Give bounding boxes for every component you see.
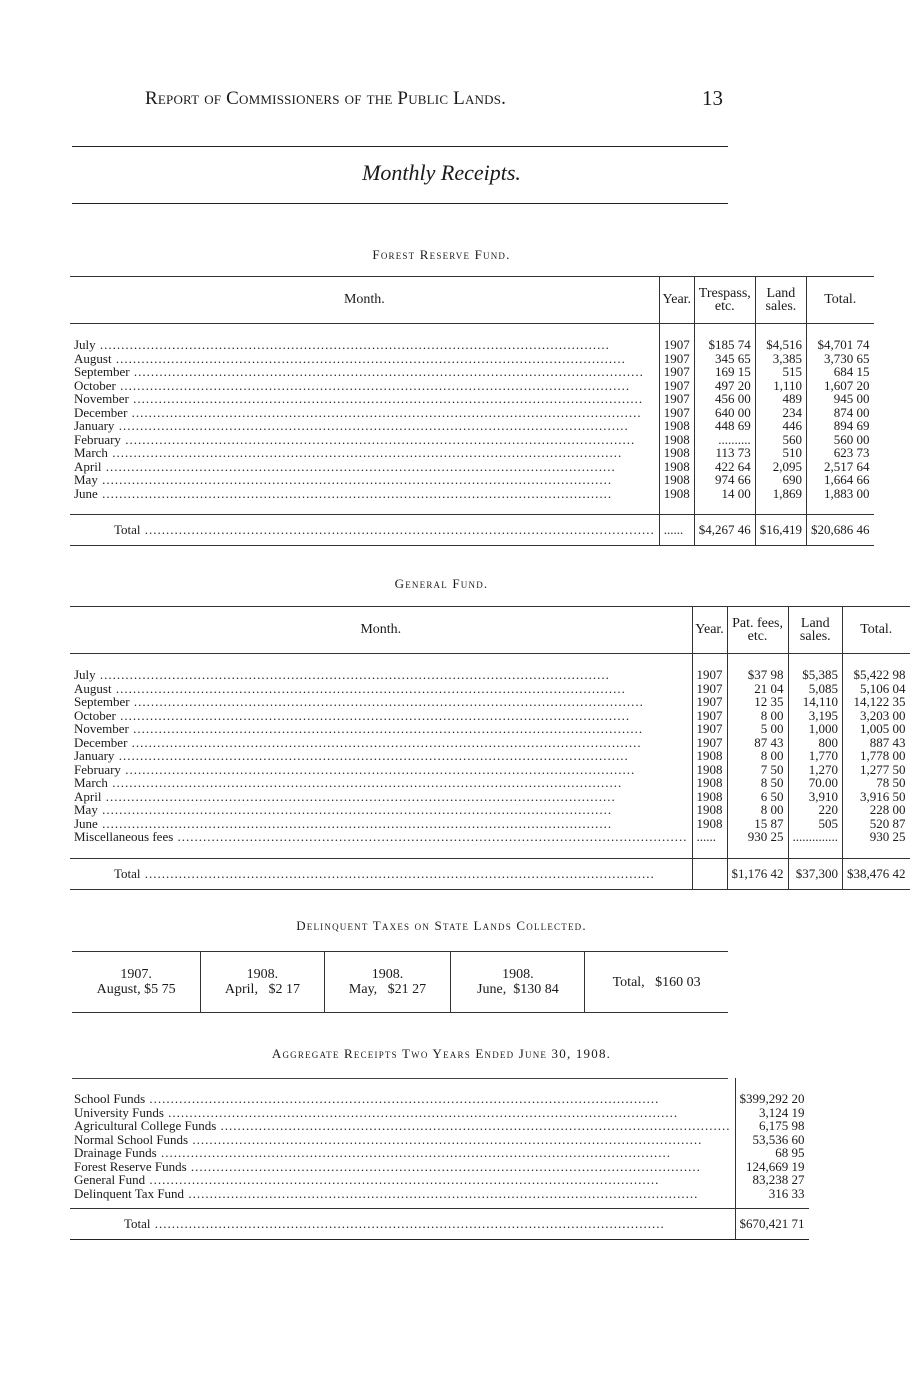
land-sales-cell: 14,110 <box>788 695 843 709</box>
general-fund-table <box>70 606 910 890</box>
spacer-row <box>70 654 910 669</box>
total-cell: 228 00 <box>843 803 910 817</box>
total-cell: 5,106 04 <box>843 682 910 696</box>
table-row <box>70 365 874 379</box>
year-cell: 1908 <box>692 763 727 777</box>
month-cell: May ..... <box>70 803 692 817</box>
total-row <box>70 858 910 889</box>
delinquent-cell <box>324 952 451 1013</box>
amount-cell: 640 00 <box>694 406 755 420</box>
month-cell: February ..... <box>70 433 659 447</box>
spacer-row <box>70 1078 809 1092</box>
spacer-cell <box>843 844 910 859</box>
table-row <box>70 473 874 487</box>
month-cell: January ..... <box>70 419 659 433</box>
total-cell: 3,203 00 <box>843 709 910 723</box>
land-sales-cell: 3,910 <box>788 790 843 804</box>
page-number: 13 <box>702 86 723 110</box>
total-cell: 78 50 <box>843 776 910 790</box>
delinquent-year: 1907. <box>120 967 152 982</box>
table-row <box>70 392 874 406</box>
month-cell: August ..... <box>70 352 659 366</box>
table-row <box>70 419 874 433</box>
aggregate-row <box>70 1119 809 1133</box>
land-sales-cell: 5,085 <box>788 682 843 696</box>
spacer-cell <box>788 844 843 859</box>
col-total: Total. <box>807 277 874 324</box>
aggregate-caption: Aggregate Receipts Two Years Ended June 30, 1908. <box>271 1046 612 1061</box>
year-cell: 1908 <box>692 776 727 790</box>
year-cell: ...... <box>692 830 727 844</box>
total-cell: 887 43 <box>843 736 910 750</box>
forest-caption: Forest Reserve Fund. <box>372 247 511 262</box>
total-cell: $5,422 98 <box>843 668 910 682</box>
total-cell: 1,005 00 <box>843 722 910 736</box>
land-sales-cell: 690 <box>755 473 806 487</box>
total-year <box>692 858 727 889</box>
spacer-cell <box>755 324 806 339</box>
year-cell: 1908 <box>659 446 694 460</box>
table-row <box>70 682 910 696</box>
fund-name: Drainage Funds ..... <box>70 1146 735 1160</box>
amount-cell: 21 04 <box>727 682 788 696</box>
month-cell: May ..... <box>70 473 659 487</box>
amount-cell: 8 00 <box>727 803 788 817</box>
fund-name: University Funds ..... <box>70 1106 735 1120</box>
land-sales-cell: 510 <box>755 446 806 460</box>
spacer-cell <box>70 844 692 859</box>
spacer-cell <box>659 324 694 339</box>
month-cell: July ..... <box>70 338 659 352</box>
spacer-cell <box>70 1078 735 1092</box>
year-cell: 1907 <box>692 722 727 736</box>
col-land-sales: Land sales. <box>755 277 806 324</box>
spacer-row <box>70 324 874 339</box>
spacer-cell <box>70 654 692 669</box>
land-sales-cell: 560 <box>755 433 806 447</box>
land-sales-cell: $5,385 <box>788 668 843 682</box>
spacer-cell <box>788 654 843 669</box>
col-pat-fees: Pat. fees, etc. <box>727 607 788 654</box>
total-cell: 894 69 <box>807 419 874 433</box>
fund-amount: 83,238 27 <box>735 1173 809 1187</box>
land-sales-cell: 446 <box>755 419 806 433</box>
amount-cell: 8 00 <box>727 709 788 723</box>
month-cell: April ..... <box>70 460 659 474</box>
land-sales-cell: 489 <box>755 392 806 406</box>
land-sales-cell: 1,869 <box>755 487 806 501</box>
land-sales-cell: 3,385 <box>755 352 806 366</box>
land-sales-cell: $4,516 <box>755 338 806 352</box>
table-row <box>70 487 874 501</box>
fund-name: Forest Reserve Funds ..... <box>70 1160 735 1174</box>
table-row <box>70 817 910 831</box>
total-land-sales: $16,419 <box>755 515 806 546</box>
delinquent-row <box>72 952 728 1013</box>
table-row <box>70 776 910 790</box>
table-row <box>70 790 910 804</box>
spacer-row <box>70 1200 809 1209</box>
delinquent-entry: August, $5 75 <box>96 982 176 997</box>
spacer-cell <box>694 324 755 339</box>
land-sales-cell: 2,095 <box>755 460 806 474</box>
year-cell: 1908 <box>659 473 694 487</box>
year-cell: 1908 <box>659 487 694 501</box>
total-land-sales: $37,300 <box>788 858 843 889</box>
delinquent-cell <box>451 952 585 1013</box>
month-cell: December ..... <box>70 736 692 750</box>
grand-total: $38,476 42 <box>843 858 910 889</box>
year-cell: 1908 <box>692 803 727 817</box>
spacer-cell <box>692 654 727 669</box>
year-cell: 1908 <box>692 817 727 831</box>
amount-cell: 448 69 <box>694 419 755 433</box>
month-cell: September ..... <box>70 365 659 379</box>
land-sales-cell: 234 <box>755 406 806 420</box>
total-cell: 1,607 20 <box>807 379 874 393</box>
fund-amount: $399,292 20 <box>735 1092 809 1106</box>
year-cell: 1908 <box>659 460 694 474</box>
total-cell: 874 00 <box>807 406 874 420</box>
aggregate-row <box>70 1187 809 1201</box>
amount-cell: 15 87 <box>727 817 788 831</box>
spacer-cell <box>843 654 910 669</box>
table-row <box>70 406 874 420</box>
month-cell: November ..... <box>70 392 659 406</box>
total-amount: $1,176 42 <box>727 858 788 889</box>
year-cell: 1907 <box>692 682 727 696</box>
total-label: Total ..... <box>70 858 692 889</box>
table-row <box>70 830 910 844</box>
table-row <box>70 709 910 723</box>
amount-cell: 930 25 <box>727 830 788 844</box>
table-row <box>70 803 910 817</box>
year-cell: 1907 <box>692 736 727 750</box>
aggregate-receipts-table <box>70 1078 809 1240</box>
amount-cell: 12 35 <box>727 695 788 709</box>
month-cell: December ..... <box>70 406 659 420</box>
land-sales-cell: 1,770 <box>788 749 843 763</box>
amount-cell: $185 74 <box>694 338 755 352</box>
fund-amount: 68 95 <box>735 1146 809 1160</box>
spacer-cell <box>735 1078 809 1092</box>
aggregate-row <box>70 1133 809 1147</box>
land-sales-cell: 1,110 <box>755 379 806 393</box>
month-cell: September ..... <box>70 695 692 709</box>
fund-amount: 6,175 98 <box>735 1119 809 1133</box>
spacer-row <box>70 844 910 859</box>
year-cell: 1907 <box>659 338 694 352</box>
delinquent-cell <box>72 952 201 1013</box>
aggregate-row <box>70 1092 809 1106</box>
amount-cell: 7 50 <box>727 763 788 777</box>
amount-cell: 8 50 <box>727 776 788 790</box>
spacer-cell <box>70 324 659 339</box>
aggregate-total-amount: $670,421 71 <box>735 1209 809 1240</box>
land-sales-cell: .............. <box>788 830 843 844</box>
aggregate-total-label: Total ..... <box>70 1209 735 1240</box>
month-cell: February ..... <box>70 763 692 777</box>
total-cell: 14,122 35 <box>843 695 910 709</box>
spacer-cell <box>659 500 694 515</box>
table-row <box>70 695 910 709</box>
spacer-cell <box>735 1200 809 1209</box>
fund-amount: 316 33 <box>735 1187 809 1201</box>
spacer-cell <box>692 844 727 859</box>
delinquent-year: 1908. <box>246 967 279 982</box>
month-cell: March ..... <box>70 776 692 790</box>
spacer-cell <box>70 1200 735 1209</box>
land-sales-cell: 3,195 <box>788 709 843 723</box>
aggregate-total-row <box>70 1209 809 1240</box>
total-row <box>70 515 874 546</box>
total-cell: 1,277 50 <box>843 763 910 777</box>
total-cell: 1,778 00 <box>843 749 910 763</box>
month-cell: January ..... <box>70 749 692 763</box>
table-row <box>70 749 910 763</box>
col-month: Month. <box>70 277 659 324</box>
running-title: Report of Commissioners of the Public Lands. <box>145 88 507 109</box>
amount-cell: $37 98 <box>727 668 788 682</box>
aggregate-row <box>70 1146 809 1160</box>
total-cell: 3,916 50 <box>843 790 910 804</box>
amount-cell: 87 43 <box>727 736 788 750</box>
delinquent-year: 1908. <box>502 967 534 982</box>
total-cell: 560 00 <box>807 433 874 447</box>
table-row <box>70 668 910 682</box>
total-cell: 1,883 00 <box>807 487 874 501</box>
top-rule <box>72 146 728 147</box>
delinquent-entry: June, $130 84 <box>477 982 559 997</box>
total-cell: $4,701 74 <box>807 338 874 352</box>
year-cell: 1907 <box>659 406 694 420</box>
year-cell: 1908 <box>692 790 727 804</box>
amount-cell: 14 00 <box>694 487 755 501</box>
year-cell: 1907 <box>659 352 694 366</box>
col-total: Total. <box>843 607 910 654</box>
total-label: Total ..... <box>70 515 659 546</box>
amount-cell: 169 15 <box>694 365 755 379</box>
year-cell: 1908 <box>659 433 694 447</box>
amount-cell: 345 65 <box>694 352 755 366</box>
total-cell: 3,730 65 <box>807 352 874 366</box>
table-row <box>70 736 910 750</box>
year-cell: 1907 <box>659 392 694 406</box>
total-amount: $4,267 46 <box>694 515 755 546</box>
total-cell: 945 00 <box>807 392 874 406</box>
month-cell: June ..... <box>70 817 692 831</box>
year-cell: 1907 <box>692 709 727 723</box>
year-cell: 1907 <box>659 365 694 379</box>
fund-amount: 3,124 19 <box>735 1106 809 1120</box>
aggregate-row <box>70 1173 809 1187</box>
col-year: Year. <box>692 607 727 654</box>
total-cell: 2,517 64 <box>807 460 874 474</box>
fund-name: Agricultural College Funds ..... <box>70 1119 735 1133</box>
general-caption: General Fund. <box>394 576 489 591</box>
grand-total: $20,686 46 <box>807 515 874 546</box>
year-cell: 1907 <box>692 695 727 709</box>
forest-header-row <box>70 277 874 324</box>
total-cell: 684 15 <box>807 365 874 379</box>
month-cell: April ..... <box>70 790 692 804</box>
amount-cell: 422 64 <box>694 460 755 474</box>
month-cell: June ..... <box>70 487 659 501</box>
table-row <box>70 722 910 736</box>
delinquent-entry: May, $21 27 <box>348 982 427 997</box>
aggregate-row <box>70 1106 809 1120</box>
land-sales-cell: 1,000 <box>788 722 843 736</box>
land-sales-cell: 800 <box>788 736 843 750</box>
table-row <box>70 433 874 447</box>
total-cell: 930 25 <box>843 830 910 844</box>
amount-cell: 497 20 <box>694 379 755 393</box>
col-month: Month. <box>70 607 692 654</box>
total-cell: 623 73 <box>807 446 874 460</box>
spacer-cell <box>807 500 874 515</box>
land-sales-cell: 1,270 <box>788 763 843 777</box>
year-cell: 1907 <box>692 668 727 682</box>
total-year: ...... <box>659 515 694 546</box>
total-cell: 1,664 66 <box>807 473 874 487</box>
spacer-cell <box>70 500 659 515</box>
delinquent-entry: April, $2 17 <box>224 982 300 997</box>
table-row <box>70 460 874 474</box>
month-cell: March ..... <box>70 446 659 460</box>
spacer-row <box>70 500 874 515</box>
fund-name: School Funds ..... <box>70 1092 735 1106</box>
fund-name: Normal School Funds ..... <box>70 1133 735 1147</box>
year-cell: 1907 <box>659 379 694 393</box>
land-sales-cell: 220 <box>788 803 843 817</box>
general-header-row <box>70 607 910 654</box>
delinquent-total: Total, $160 03 <box>585 952 728 1013</box>
spacer-cell <box>807 324 874 339</box>
spacer-cell <box>755 500 806 515</box>
col-year: Year. <box>659 277 694 324</box>
month-cell: July ..... <box>70 668 692 682</box>
table-row <box>70 338 874 352</box>
aggregate-row <box>70 1160 809 1174</box>
land-sales-cell: 515 <box>755 365 806 379</box>
year-cell: 1908 <box>659 419 694 433</box>
col-land-sales: Land sales. <box>788 607 843 654</box>
fund-name: General Fund ..... <box>70 1173 735 1187</box>
amount-cell: 456 00 <box>694 392 755 406</box>
table-row <box>70 763 910 777</box>
delinquent-taxes-table <box>72 951 728 1013</box>
title-rule <box>72 203 728 204</box>
amount-cell: 113 73 <box>694 446 755 460</box>
delinquent-year: 1908. <box>371 967 404 982</box>
delinquent-caption: Delinquent Taxes on State Lands Collected. <box>296 918 587 933</box>
section-title: Monthly Receipts. <box>362 160 521 185</box>
table-row <box>70 379 874 393</box>
total-cell: 520 87 <box>843 817 910 831</box>
month-cell: October ..... <box>70 709 692 723</box>
table-row <box>70 446 874 460</box>
month-cell: Miscellaneous fees ..... <box>70 830 692 844</box>
spacer-cell <box>694 500 755 515</box>
month-cell: November ..... <box>70 722 692 736</box>
month-cell: August ..... <box>70 682 692 696</box>
fund-amount: 124,669 19 <box>735 1160 809 1174</box>
amount-cell: 5 00 <box>727 722 788 736</box>
land-sales-cell: 70.00 <box>788 776 843 790</box>
forest-reserve-table <box>70 276 874 546</box>
amount-cell: 8 00 <box>727 749 788 763</box>
amount-cell: .......... <box>694 433 755 447</box>
amount-cell: 6 50 <box>727 790 788 804</box>
fund-amount: 53,536 60 <box>735 1133 809 1147</box>
delinquent-cell <box>201 952 324 1013</box>
land-sales-cell: 505 <box>788 817 843 831</box>
table-row <box>70 352 874 366</box>
col-trespass: Trespass, etc. <box>694 277 755 324</box>
spacer-cell <box>727 654 788 669</box>
spacer-cell <box>727 844 788 859</box>
fund-name: Delinquent Tax Fund ..... <box>70 1187 735 1201</box>
year-cell: 1908 <box>692 749 727 763</box>
month-cell: October ..... <box>70 379 659 393</box>
amount-cell: 974 66 <box>694 473 755 487</box>
